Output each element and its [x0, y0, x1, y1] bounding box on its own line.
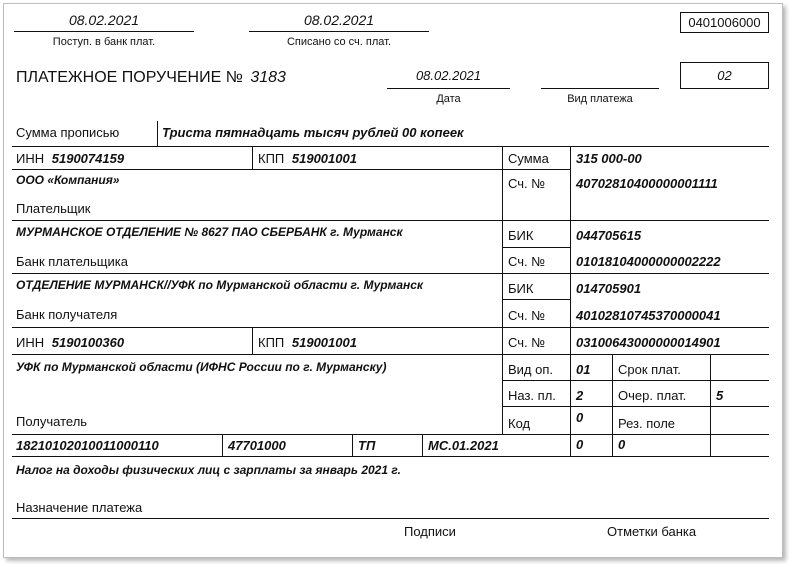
rule-v-details-right	[710, 354, 711, 456]
order-date-label: Дата	[436, 93, 461, 105]
payer-account-label: Сч. №	[508, 176, 546, 191]
payee-inn-value: 5190100360	[51, 335, 125, 350]
payer-kpp	[258, 151, 357, 167]
rule-payer-inn-bottom	[12, 169, 502, 170]
rule-payee-bank-bottom	[12, 327, 769, 328]
purpose-code-label: Наз. пл.	[508, 388, 556, 403]
rule-v-values-left	[570, 146, 571, 456]
signatures-label: Подписи	[404, 524, 456, 539]
rule-op-type-bottom	[502, 380, 769, 381]
payer-name: ООО «Компания»	[16, 173, 120, 187]
payee-bank-account-label: Сч. №	[508, 308, 546, 323]
purpose-text: Налог на доходы физических лиц с зарплаты за январь 2021 г.	[16, 463, 401, 477]
payer-kpp-value: 519001001	[291, 151, 357, 166]
status-code: 02	[717, 68, 732, 83]
payee-bank-name: ОТДЕЛЕНИЕ МУРМАНСК//УФК по Мурманской области г. Мурманск	[16, 278, 424, 292]
debited-date-line	[249, 31, 429, 32]
payer-bik-value: 044705615	[576, 228, 642, 243]
bank-marks-label: Отметки банка	[607, 524, 697, 539]
rule-purpose-code-bottom	[502, 406, 769, 407]
sum-value: 315 000-00	[576, 151, 642, 166]
rule-sum-bottom	[502, 169, 570, 170]
payer-label: Плательщик	[16, 201, 91, 216]
op-type-value: 01	[576, 362, 591, 377]
priority-value: 5	[716, 388, 724, 403]
payee-name: УФК по Мурманской области (ИФНС России по г. Мурманску)	[16, 360, 387, 374]
form-code: 0401006000	[688, 15, 761, 30]
reserve-value: 0	[618, 437, 626, 452]
payer-bank-account-label: Сч. №	[508, 254, 546, 269]
debited-date: 08.02.2021	[303, 12, 375, 28]
payee-kpp-value: 519001001	[291, 335, 357, 350]
period-value: МС.01.2021	[428, 438, 499, 453]
rule-payer-bank-bottom	[12, 273, 769, 274]
purpose-code-value: 2	[576, 388, 584, 403]
rule-v-tax-3	[422, 434, 423, 456]
payer-bank-account-value: 01018104000000002222	[576, 254, 721, 269]
rule-payee-bik-bottom	[502, 299, 570, 300]
amount-words-label: Сумма прописью	[16, 125, 120, 140]
amount-words-value: Триста пятнадцать тысяч рублей 00 копеек	[162, 125, 464, 140]
title-text: ПЛАТЕЖНОЕ ПОРУЧЕНИЕ №	[16, 69, 243, 86]
rule-tax-bottom	[12, 456, 769, 457]
payment-type-line	[541, 88, 659, 89]
rule-amount-bottom	[12, 146, 769, 147]
basis-value: ТП	[358, 438, 376, 453]
rule-v-payer-inn-kpp	[252, 146, 253, 169]
payment-type-label: Вид платежа	[567, 93, 633, 105]
order-date-line	[387, 88, 510, 89]
rule-v-payee-inn-kpp	[252, 327, 253, 354]
payee-bik-label: БИК	[508, 281, 534, 296]
payee-inn-label: ИНН	[16, 335, 45, 350]
rule-payer-bottom	[12, 220, 769, 221]
payer-kpp-label: КПП	[258, 151, 285, 166]
purpose-label: Назначение платежа	[16, 500, 143, 515]
received-label: Поступ. в банк плат.	[52, 36, 156, 48]
rule-v-details-mid	[612, 354, 613, 456]
payee-account-label: Сч. №	[508, 335, 546, 350]
rule-payee-inn-bottom	[12, 354, 769, 355]
payer-inn-value: 5190074159	[51, 151, 125, 166]
rule-payer-bik-bottom	[502, 247, 570, 248]
tax-doc-number: 0	[576, 437, 584, 452]
op-type-label: Вид оп.	[508, 362, 554, 377]
order-number: 3183	[250, 69, 286, 86]
payer-account-value: 40702810400000001111	[576, 176, 718, 191]
code-value: 0	[576, 410, 584, 425]
payer-bik-label: БИК	[508, 228, 534, 243]
payment-order-form	[3, 3, 783, 558]
order-date: 08.02.2021	[415, 68, 482, 83]
sum-label: Сумма	[508, 151, 549, 166]
payee-kpp	[258, 335, 357, 351]
code-label: Код	[508, 416, 531, 431]
rule-payee-bottom	[12, 434, 769, 435]
rule-purpose-bottom	[12, 518, 769, 519]
received-date: 08.02.2021	[68, 12, 140, 28]
rule-v-tax-1	[222, 434, 223, 456]
payee-inn	[16, 335, 124, 351]
document-title	[16, 68, 286, 88]
rule-v-tax-2	[352, 434, 353, 456]
payer-inn-label: ИНН	[16, 151, 45, 166]
payee-account-value: 03100643000000014901	[576, 335, 721, 350]
payer-bank-name: МУРМАНСКОЕ ОТДЕЛЕНИЕ № 8627 ПАО СБЕРБАНК г. Мурманск	[16, 225, 403, 239]
priority-label: Очер. плат.	[618, 388, 687, 403]
payee-label: Получатель	[16, 414, 88, 429]
payee-bank-label: Банк получателя	[16, 307, 118, 322]
payee-kpp-label: КПП	[258, 335, 285, 350]
payee-bik-value: 014705901	[576, 281, 642, 296]
payer-bank-label: Банк плательщика	[16, 254, 128, 269]
due-label: Срок плат.	[618, 362, 681, 377]
kbk-value: 18210102010011000110	[16, 438, 159, 453]
debited-label: Списано со сч. плат.	[286, 36, 392, 48]
oktmo-value: 47701000	[228, 438, 286, 453]
reserve-label: Рез. поле	[618, 416, 676, 431]
payee-bank-account-value: 40102810745370000041	[576, 308, 721, 323]
amount-words-divider	[157, 121, 158, 146]
payer-inn	[16, 151, 124, 167]
rule-v-labels-left	[502, 146, 503, 434]
received-date-line	[14, 31, 194, 32]
